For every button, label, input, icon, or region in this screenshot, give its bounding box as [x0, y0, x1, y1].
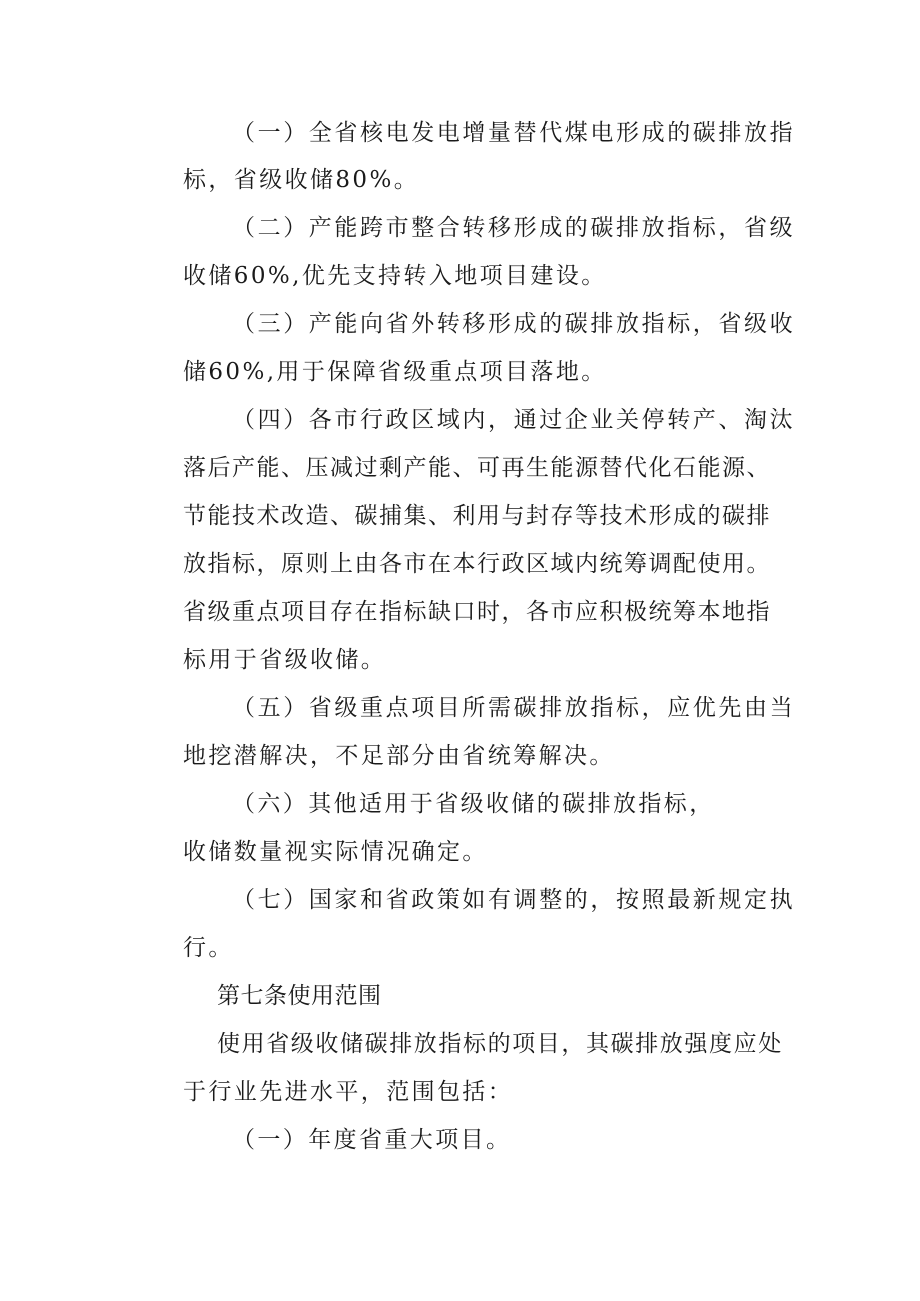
- paragraph-8-line-2: 于行业先进水平，范围包括：: [183, 1079, 514, 1105]
- paragraph-7-line-1: （七）国家和省政策如有调整的，按照最新规定执: [232, 887, 796, 913]
- paragraph-4-line-5: 省级重点项目存在指标缺口时，各市应积极统筹本地指: [183, 599, 771, 625]
- article-heading: 第七条使用范围: [217, 983, 382, 1009]
- paragraph-5-line-2: 地挖潜解决，不足部分由省统筹解决。: [183, 743, 615, 769]
- paragraph-4-line-3: 节能技术改造、碳捕集、利用与封存等技术形成的碳排: [183, 503, 771, 529]
- paragraph-7-line-2: 行。: [183, 935, 234, 961]
- paragraph-6-line-1: （六）其他适用于省级收储的碳排放指标，: [232, 791, 715, 817]
- paragraph-5-line-1: （五）省级重点项目所需碳排放指标，应优先由当: [232, 695, 796, 721]
- paragraph-3-line-2: 储60%,用于保障省级重点项目落地。: [183, 359, 607, 385]
- paragraph-4-line-2: 落后产能、压减过剩产能、可再生能源替代化石能源、: [183, 455, 771, 481]
- paragraph-8-line-1: 使用省级收储碳排放指标的项目，其碳排放强度应处: [217, 1031, 783, 1057]
- paragraph-4-line-1: （四）各市行政区域内，通过企业关停转产、淘汰: [232, 407, 796, 433]
- paragraph-2-line-2: 收储60%,优先支持转入地项目建设。: [183, 263, 607, 289]
- paragraph-4-line-4: 放指标，原则上由各市在本行政区域内统筹调配使用。: [183, 551, 771, 577]
- paragraph-4-line-6: 标用于省级收储。: [183, 647, 387, 673]
- paragraph-3-line-1: （三）产能向省外转移形成的碳排放指标，省级收: [232, 311, 796, 337]
- paragraph-9-line-1: （一）年度省重大项目。: [232, 1127, 512, 1153]
- paragraph-2-line-1: （二）产能跨市整合转移形成的碳排放指标，省级: [232, 215, 796, 241]
- paragraph-1-line-1: （一）全省核电发电增量替代煤电形成的碳排放指: [232, 120, 796, 146]
- paragraph-1-line-2: 标，省级收储80%。: [183, 167, 420, 193]
- paragraph-6-line-2: 收储数量视实际情况确定。: [183, 839, 488, 865]
